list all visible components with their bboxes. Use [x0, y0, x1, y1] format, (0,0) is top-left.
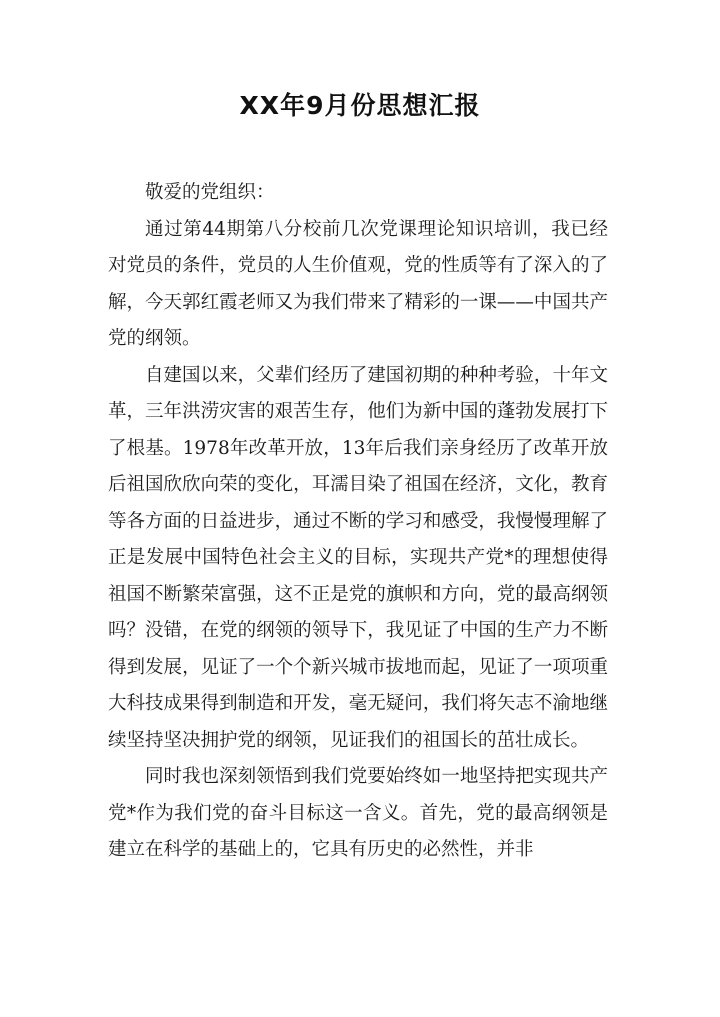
paragraph-1: 通过第44期第八分校前几次党课理论知识培训，我已经对党员的条件，党员的人生价值观，党的性质等有了深入的了解，今天郭红霞老师又为我们带来了精彩的一课——中国共产党的纲领。 [108, 218, 608, 349]
salutation: 敬爱的党组织： [145, 182, 275, 203]
document-title: XX年9月份思想汇报 [239, 91, 481, 120]
paragraph-3: 同时我也深刻领悟到我们党要始终如一地坚持把实现共产党*作为我们党的奋斗目标这一含义。首先，党的最高纲领是建立在科学的基础上的，它具有历史的必然性，并非 [108, 766, 608, 860]
document-body [108, 175, 608, 869]
paragraph-2: 自建国以来，父辈们经历了建国初期的种种考验，十年文革，三年洪涝灾害的艰苦生存，他们为新中国的蓬勃发展打下了根基。1978年改革开放，13年后我们亲身经历了改革开放后祖国欣欣向荣的变化，耳濡目染了祖国在经济，文化，教育等各方面的日益进步，通过不断的学习和感受，我慢慢理解了正是发展中国特色社会主义的目标，实现共产党*的理想使得祖国不断繁荣富强，这不正是党的旗帜和方向，党的最高纲领吗？没错，在党的纲领的领导下，我见证了中国的生产力不断得到发展，见证了一个个新兴城市拔地而起，见证了一项项重大科技成果得到制造和开发，毫无疑问，我们将矢志不渝地继续坚持坚决拥护党的纲领，见证我们的祖国长的茁壮成长。 [108, 364, 608, 751]
